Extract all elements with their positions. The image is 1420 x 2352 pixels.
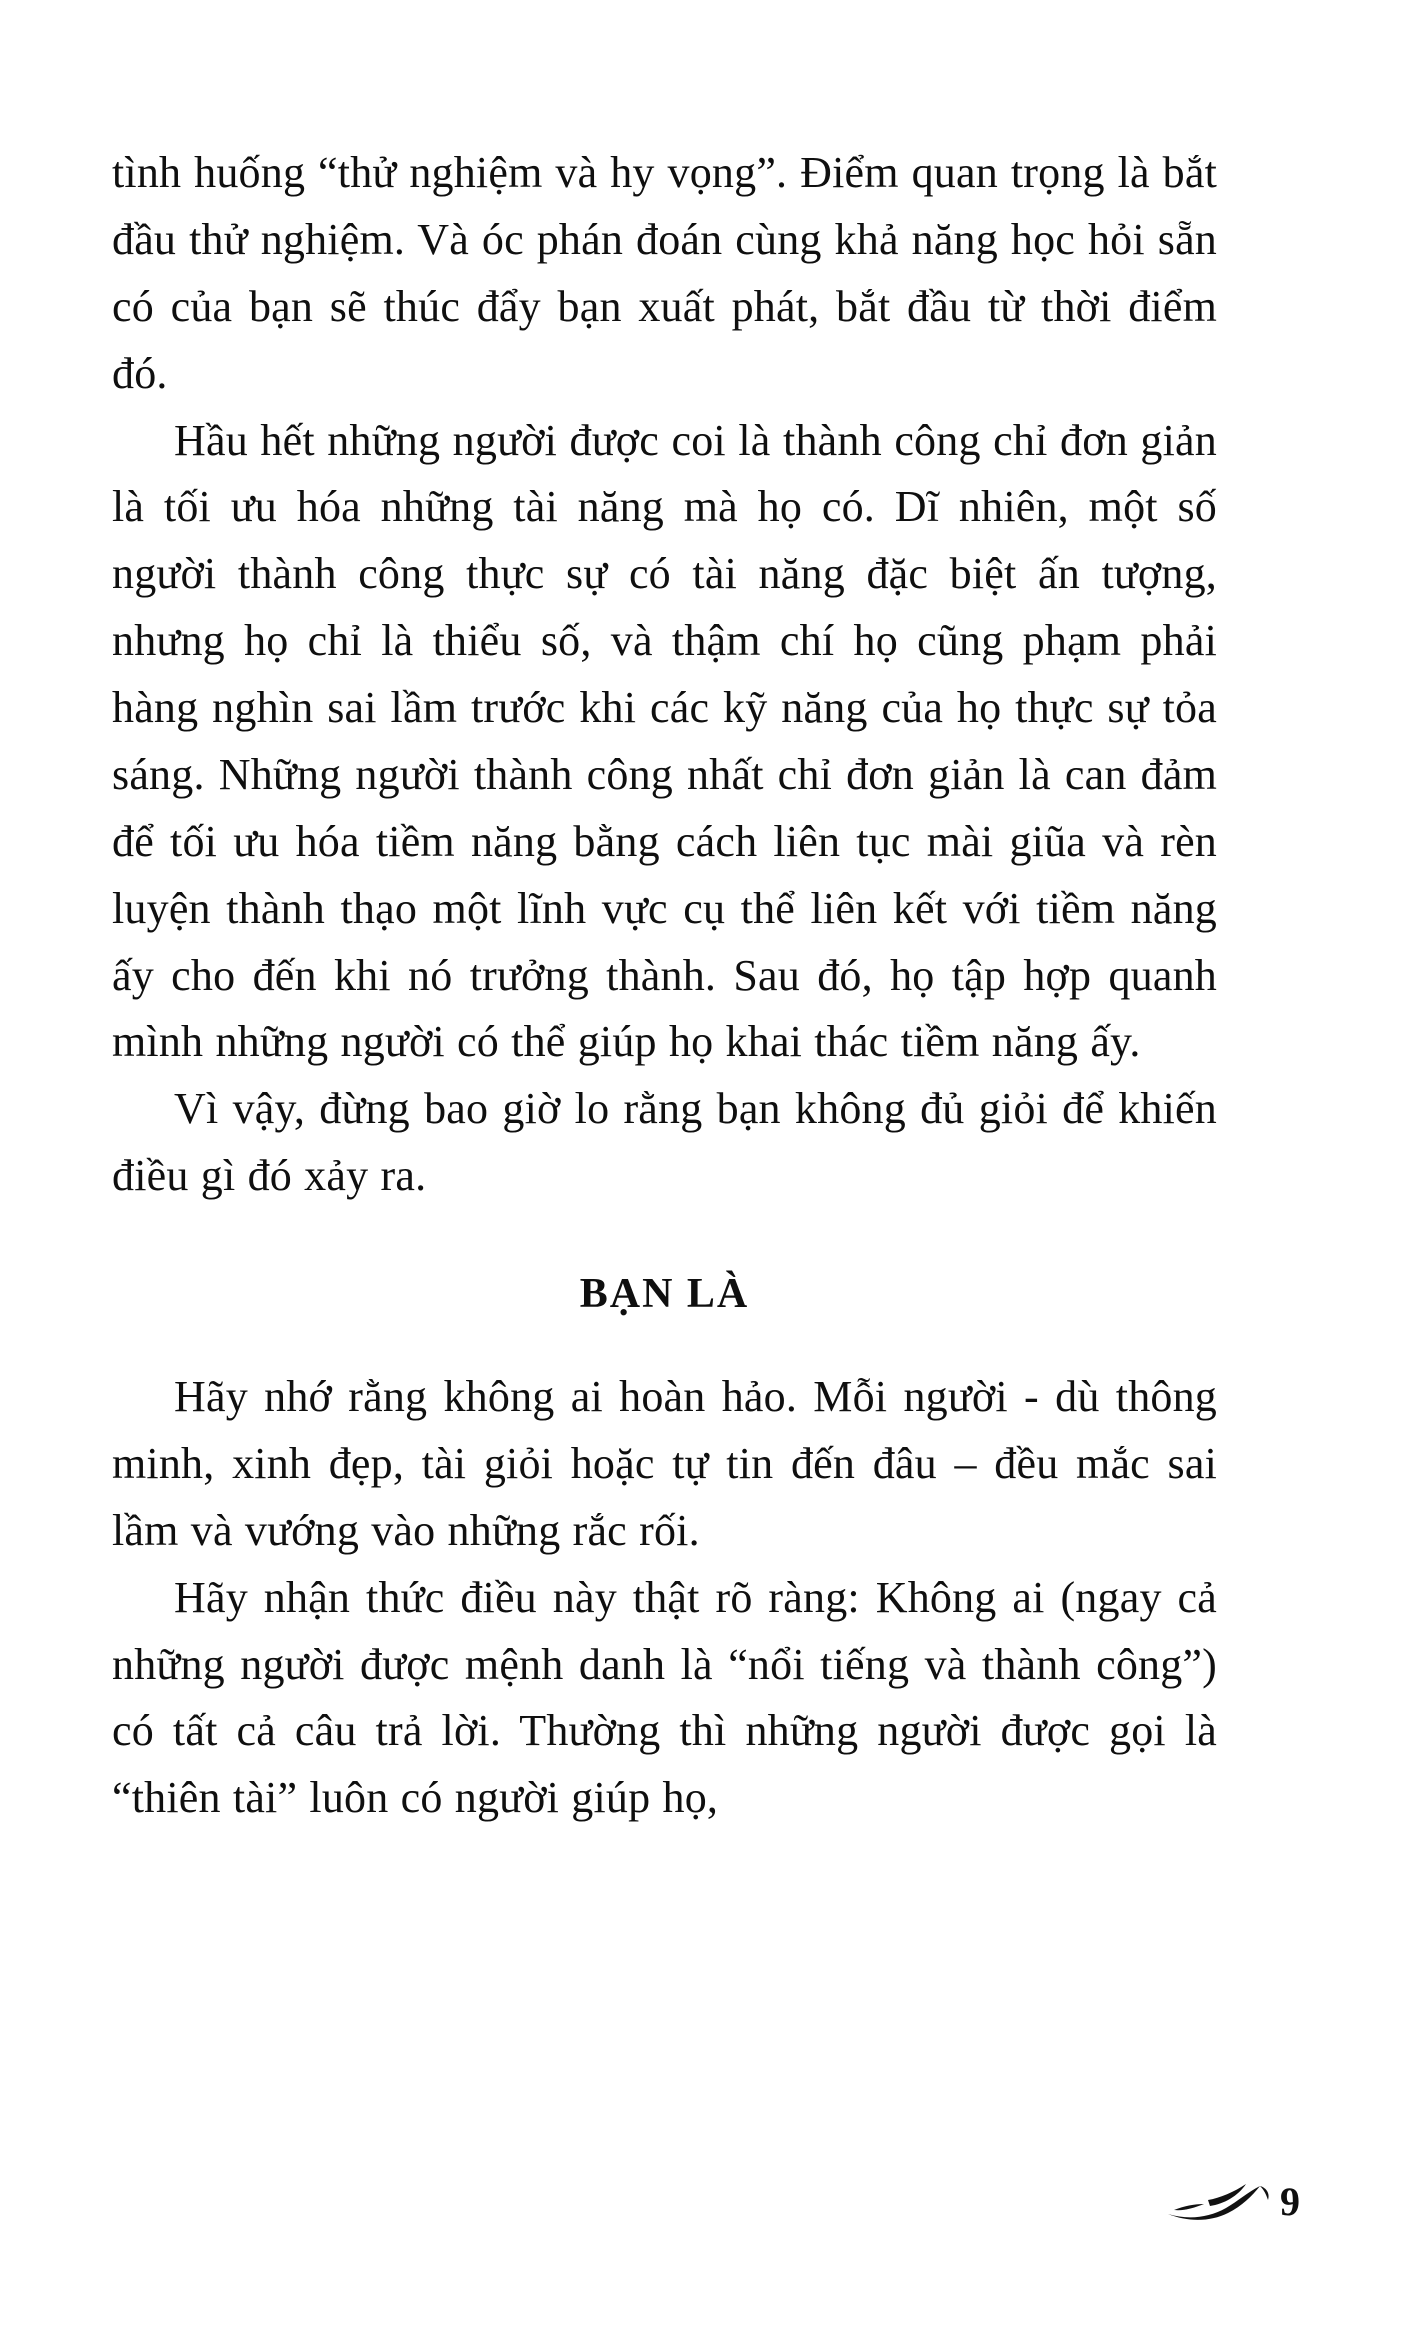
flourish-ornament-icon (1164, 2180, 1274, 2226)
paragraph-3: Vì vậy, đừng bao giờ lo rằng bạn không đủ giỏi để khiến điều gì đó xảy ra. (112, 1084, 1217, 1201)
page-text-column (112, 140, 1217, 1832)
section-heading: BẠN LÀ (579, 1271, 750, 1317)
paragraph-4: Hãy nhớ rằng không ai hoàn hảo. Mỗi người - dù thông minh, xinh đẹp, tài giỏi hoặc tự tin đến đâu – đều mắc sai lầm và vướng vào những rắc rối. (112, 1372, 1217, 1555)
paragraph-5: Hãy nhận thức điều này thật rõ ràng: Không ai (ngay cả những người được mệnh danh là “nổi tiếng và thành công”) có tất cả câu trả lời. Thường thì những người được gọi là “thiên tài” luôn có người giúp họ, (112, 1572, 1217, 1823)
paragraph-2: Hầu hết những người được coi là thành công chỉ đơn giản là tối ưu hóa những tài năng mà họ có. Dĩ nhiên, một số người thành công thực sự có tài năng đặc biệt ấn tượng, nhưng họ chỉ là thiểu số, và thậm chí họ cũng phạm phải hàng nghìn sai lầm trước khi các kỹ năng của họ thực sự tỏa sáng. Những người thành công nhất chỉ đơn giản là can đảm để tối ưu hóa tiềm năng bằng cách liên tục mài giũa và rèn luyện thành thạo một lĩnh vực cụ thể liên kết với tiềm năng ấy cho đến khi nó trưởng thành. Sau đó, họ tập hợp quanh mình những người có thể giúp họ khai thác tiềm năng ấy. (112, 415, 1217, 1067)
paragraph-1: tình huống “thử nghiệm và hy vọng”. Điểm quan trọng là bắt đầu thử nghiệm. Và óc phán đoán cùng khả năng học hỏi sẵn có của bạn sẽ thúc đẩy bạn xuất phát, bắt đầu từ thời điểm đó. (112, 148, 1217, 398)
page-number: 9 (1280, 2179, 1300, 2224)
page-footer (1164, 2180, 1300, 2226)
